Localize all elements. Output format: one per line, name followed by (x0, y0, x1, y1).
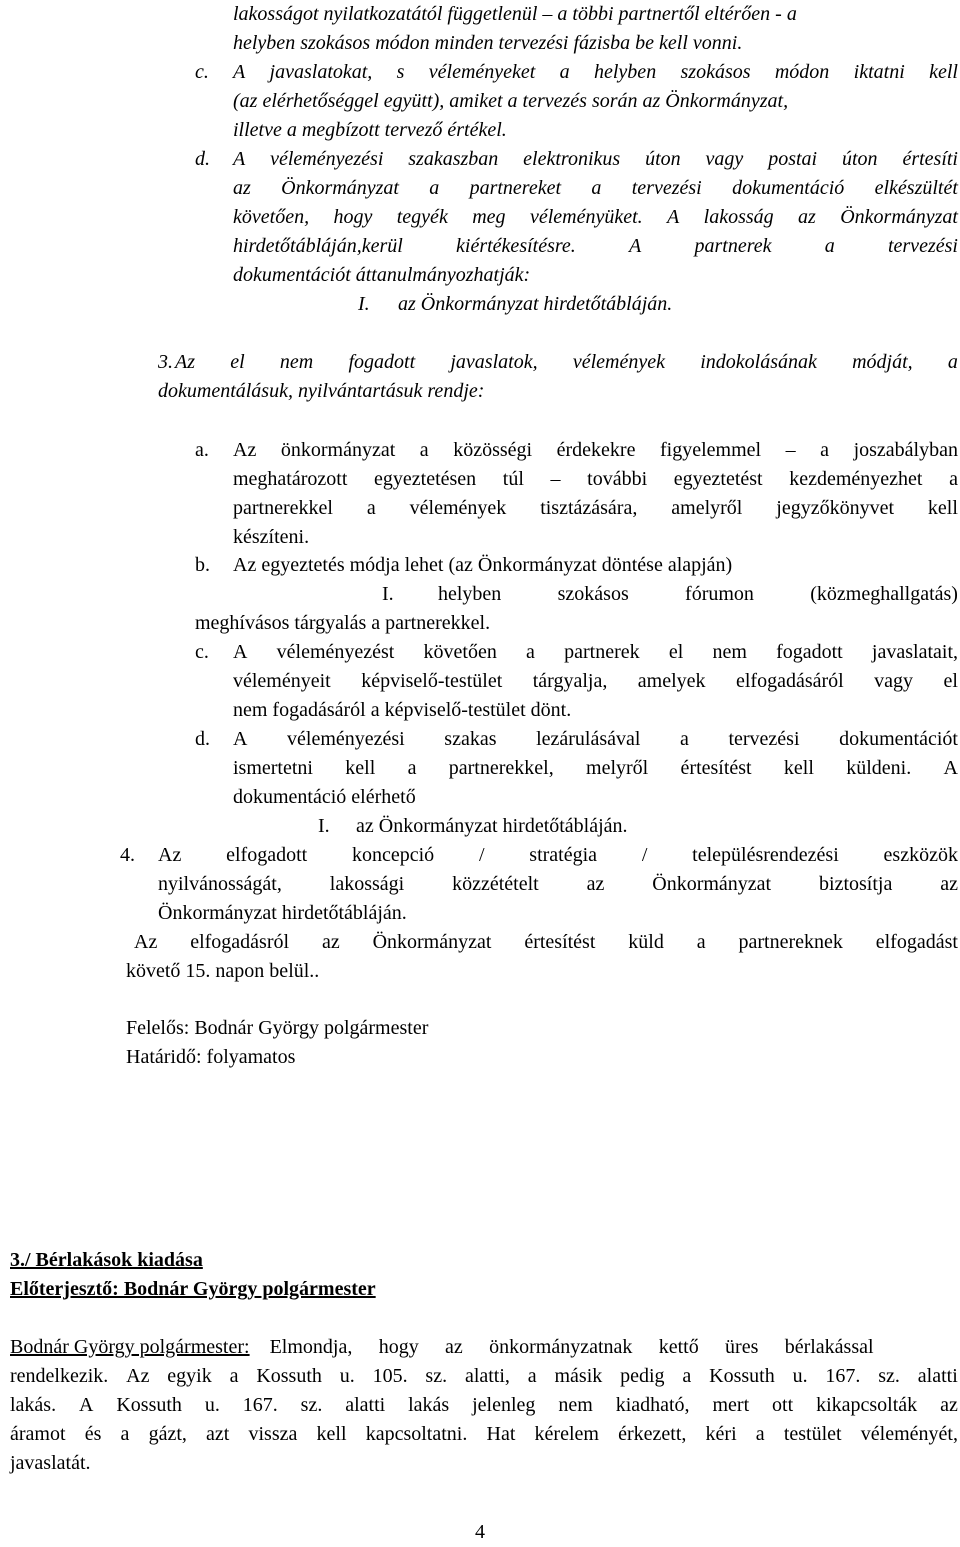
word: képviselő-testület (361, 670, 503, 692)
word: elfogadást (875, 931, 958, 953)
word: figyelemmel (660, 439, 762, 461)
word: véleményezést (276, 641, 395, 663)
word: biztosítja (819, 873, 893, 895)
word: egyeztetést (673, 468, 763, 490)
word: sz. (425, 1365, 448, 1387)
line-text (233, 145, 958, 174)
word: Önkormányzat (372, 931, 492, 953)
word: postai (768, 148, 818, 170)
word: nem (558, 1394, 593, 1416)
line-text: Felelős: Bodnár György polgármester (126, 1017, 429, 1039)
word: lakás (408, 1394, 450, 1416)
text-line (195, 725, 958, 754)
word: az (798, 206, 816, 228)
word: ismertetni (233, 757, 313, 779)
text-line (10, 1449, 958, 1478)
word: kell (345, 757, 376, 779)
word: tisztázására, (540, 497, 638, 519)
list-marker: c. (195, 641, 209, 663)
word: javaslatok, (450, 351, 538, 373)
word: küld (628, 931, 664, 953)
word: szakas (444, 728, 497, 750)
word: önkormányzat (280, 439, 396, 461)
word: településrendezési (692, 844, 839, 866)
line-text: Önkormányzat hirdetőtábláján. (158, 902, 407, 924)
word: közösségi (453, 439, 533, 461)
word: kell (927, 497, 958, 519)
word: lakosság (703, 206, 774, 228)
word: rendelkezik. (10, 1365, 109, 1387)
word: mert (712, 1394, 750, 1416)
word: Az (233, 439, 257, 461)
word: tegyék (396, 206, 448, 228)
word: érkezett, (618, 1423, 687, 1445)
word: stratégia (529, 844, 598, 866)
word: u. (204, 1394, 220, 1416)
text-line (158, 348, 958, 377)
word: kapcsoltatni. (365, 1423, 468, 1445)
word: kell (783, 757, 814, 779)
word: áramot (10, 1423, 66, 1445)
list-marker: d. (195, 728, 210, 750)
line-text: meghívásos tárgyalás a partnerekkel. (195, 612, 491, 634)
word: koncepció (351, 844, 435, 866)
word: kettő (658, 1336, 699, 1358)
page-number: 4 (475, 1521, 485, 1543)
word: követően (423, 641, 497, 663)
word: lezárulásával (536, 728, 641, 750)
word: el (943, 670, 958, 692)
word: el (668, 641, 684, 663)
word: helyben (594, 61, 657, 83)
word: bérlakással (784, 1336, 874, 1358)
word: gázt, (148, 1423, 187, 1445)
line-text (270, 1333, 874, 1362)
line-text: lakosságot nyilatkozatától függetlenül – a többi partnertől eltérően - a (233, 3, 797, 25)
word: Önkormányzat (281, 177, 399, 199)
word: Az (158, 844, 182, 866)
word: Kossuth (256, 1365, 322, 1387)
word: (közmeghallgatás) (810, 583, 958, 605)
text-line (134, 928, 958, 957)
word: A (233, 641, 248, 663)
word: tárgyalja, (532, 670, 608, 692)
word: további (587, 468, 648, 490)
word: önkormányzatnak (489, 1336, 633, 1358)
word: melyről (586, 757, 649, 779)
word: tervezési (887, 235, 958, 257)
line-text (233, 638, 958, 667)
text-line (195, 609, 958, 638)
word: véleményüket. (529, 206, 643, 228)
word: pedig (620, 1365, 665, 1387)
word: alatti (345, 1394, 386, 1416)
word: 167. (242, 1394, 278, 1416)
word: A (79, 1394, 94, 1416)
word: kezdeményezhet (789, 468, 923, 490)
text-line (233, 494, 958, 523)
word: meghatározott (233, 468, 348, 490)
line-text: az Önkormányzat hirdetőtábláján. (356, 815, 628, 837)
word: / (478, 844, 485, 866)
word: – (550, 468, 561, 490)
text-line (10, 1246, 958, 1275)
word: kell (316, 1423, 347, 1445)
word: – (785, 439, 796, 461)
word: lakossági (329, 873, 405, 895)
list-marker: d. (195, 148, 210, 170)
word: Hat (486, 1423, 516, 1445)
text-line (195, 436, 958, 465)
word: úton (645, 148, 681, 170)
word: kikapcsolták (816, 1394, 918, 1416)
word: a (680, 728, 689, 750)
word: iktatni (853, 61, 905, 83)
word: eszközök (883, 844, 958, 866)
line-text: Határidő: folyamatos (126, 1046, 296, 1068)
word: sz. (300, 1394, 323, 1416)
word: Kossuth (709, 1365, 775, 1387)
word: módját, (852, 351, 913, 373)
word: értesítést (680, 757, 752, 779)
word: fogadott (776, 641, 843, 663)
word: Kossuth (116, 1394, 182, 1416)
word: alatti, (464, 1365, 510, 1387)
text-line (233, 174, 958, 203)
text-line (233, 783, 958, 812)
word: a (949, 468, 958, 490)
word: sz. (878, 1365, 900, 1387)
word: hirdetőtábláján,kerül (233, 235, 403, 257)
word: A (667, 206, 680, 228)
word: a (526, 641, 535, 663)
word: jelenleg (472, 1394, 536, 1416)
word: Önkormányzat (840, 206, 958, 228)
word: partnereknek (738, 931, 843, 953)
word: követően, (233, 206, 310, 228)
word: a (820, 439, 830, 461)
text-line (382, 580, 958, 609)
word: elektronikus (523, 148, 621, 170)
word: a (429, 177, 440, 199)
word: értesítést (524, 931, 596, 953)
text-line (120, 841, 958, 870)
word: partnerek (564, 641, 640, 663)
text-line (233, 754, 958, 783)
word: vagy (874, 670, 914, 692)
word: hogy (333, 206, 373, 228)
word: elfogadásról (190, 931, 290, 953)
text-line (126, 1043, 958, 1072)
word: jegyzőkönyvet (776, 497, 895, 519)
line-text: az Önkormányzat hirdetőtábláján. (398, 293, 673, 315)
speaker-name: Bodnár György polgármester: (10, 1336, 250, 1358)
word: azt (206, 1423, 230, 1445)
text-line (10, 1333, 958, 1362)
word: fogadott (348, 351, 416, 373)
word: u. (339, 1365, 355, 1387)
word: a (559, 61, 570, 83)
word: Az (175, 351, 195, 373)
word: amelyről (671, 497, 743, 519)
word: A (629, 235, 642, 257)
word: lakás. (10, 1394, 57, 1416)
word: kérelem (534, 1423, 599, 1445)
word: vagy (705, 148, 744, 170)
line-text: követő 15. napon belül.. (126, 960, 320, 982)
line-text: dokumentálásuk, nyilvántartásuk rendje: (158, 380, 485, 402)
word: véleményezési (270, 148, 384, 170)
line-text: dokumentációt áttanulmányozhatják: (233, 264, 531, 286)
word: kéri (705, 1423, 737, 1445)
word: az (233, 177, 251, 199)
word: Elmondja, (269, 1336, 353, 1358)
word: ott (772, 1394, 794, 1416)
word: Önkormányzat (652, 873, 772, 895)
word: testület (783, 1423, 842, 1445)
word: a (591, 177, 602, 199)
list-marker: c. (195, 61, 209, 83)
line-text: dokumentáció elérhető (233, 786, 416, 808)
text-line (10, 1420, 958, 1449)
list-marker: I. (358, 293, 370, 315)
word: az (321, 931, 340, 953)
word: a (696, 931, 706, 953)
text-line (195, 638, 958, 667)
word: tervezési (631, 177, 702, 199)
text-line (318, 812, 958, 841)
word: nem (712, 641, 747, 663)
text-line (10, 1362, 958, 1391)
word: módon (774, 61, 830, 83)
word: küldeni. (846, 757, 912, 779)
word: szokásos (557, 583, 629, 605)
text-line (126, 957, 958, 986)
line-text: 3./ Bérlakások kiadása (10, 1249, 203, 1271)
word: A (233, 148, 246, 170)
word: vélemények (409, 497, 507, 519)
word: nyilvánosságát, (158, 873, 282, 895)
word: partnereket (469, 177, 562, 199)
line-text (233, 58, 958, 87)
text-line (233, 667, 958, 696)
word: véleményeit (233, 670, 331, 692)
word: a (824, 235, 835, 257)
word: az (940, 1394, 958, 1416)
word: üres (725, 1336, 759, 1358)
text-line (233, 696, 958, 725)
word: dokumentáció (732, 177, 845, 199)
list-marker: I. (318, 815, 330, 837)
word: az (445, 1336, 463, 1358)
line-text: nem fogadásáról a képviselő-testület dönt. (233, 699, 572, 721)
word: a (682, 1365, 692, 1387)
line-text (438, 580, 958, 609)
word: másik (554, 1365, 603, 1387)
word: helyben (438, 583, 502, 605)
word: A (233, 61, 246, 83)
word: vélemények (572, 351, 665, 373)
text-line (195, 145, 958, 174)
word: A (233, 728, 248, 750)
word: az (940, 873, 958, 895)
word: / (641, 844, 648, 866)
text-line (233, 29, 958, 58)
list-marker: a. (195, 439, 209, 461)
line-text: Az egyeztetés módja lehet (az Önkormányzat döntése alapján) (233, 554, 733, 576)
word: A (943, 757, 958, 779)
text-line (10, 1391, 958, 1420)
word: úton (841, 148, 878, 170)
word: javaslatokat, (269, 61, 373, 83)
word: a (527, 1365, 537, 1387)
text-line (195, 58, 958, 87)
word: indokolásának (700, 351, 817, 373)
text-line (233, 0, 958, 29)
text-line (358, 290, 958, 319)
word: fórumon (685, 583, 754, 605)
text-line (233, 523, 958, 552)
text-line (233, 261, 958, 290)
text-line (10, 1275, 958, 1304)
text-line (233, 232, 958, 261)
text-line (158, 377, 958, 406)
word: érdekekre (556, 439, 636, 461)
word: értesíti (902, 148, 958, 170)
word: dokumentációt (839, 728, 958, 750)
word: tervezési (728, 728, 800, 750)
word: véleményét, (860, 1423, 958, 1445)
word: amelyek (637, 670, 706, 692)
text-line (233, 87, 958, 116)
word: egyeztetésen (374, 468, 477, 490)
list-marker: 4. (120, 844, 135, 866)
word: a (755, 1423, 765, 1445)
text-line (233, 116, 958, 145)
word: kell (929, 61, 958, 83)
word: el (230, 351, 245, 373)
word: szakaszban (408, 148, 499, 170)
word: joszabályban (853, 439, 958, 461)
word: kiadható, (615, 1394, 690, 1416)
line-text (233, 725, 958, 754)
text-line (126, 1014, 958, 1043)
word: 105. (372, 1365, 408, 1387)
word: a (366, 497, 376, 519)
word: elfogadásáról (735, 670, 844, 692)
word: Az (134, 931, 158, 953)
word: a (407, 757, 417, 779)
word: az (586, 873, 605, 895)
word: a (419, 439, 429, 461)
word: alatti (917, 1365, 958, 1387)
word: Az (126, 1365, 150, 1387)
line-text (233, 436, 958, 465)
word: túl (502, 468, 524, 490)
word: véleményeket (428, 61, 536, 83)
line-text: készíteni. (233, 526, 310, 548)
word: partnerekkel (233, 497, 333, 519)
word: javaslatait, (871, 641, 958, 663)
line-text (158, 841, 958, 870)
word: nem (279, 351, 314, 373)
line-text: helyben szokásos módon minden tervezési fázisba be kell vonni. (233, 32, 743, 54)
word: a (120, 1423, 130, 1445)
list-marker: 3. (158, 351, 173, 373)
word: közzétételt (452, 873, 539, 895)
line-text: Előterjesztő: Bodnár György polgármester (10, 1278, 376, 1300)
line-text (175, 348, 958, 377)
word: szokásos (680, 61, 751, 83)
word: véleményezési (287, 728, 405, 750)
list-marker: b. (195, 554, 210, 576)
text-line (195, 551, 958, 580)
text-line (233, 465, 958, 494)
list-marker: I. (382, 583, 394, 605)
text-line (158, 899, 958, 928)
word: s (396, 61, 405, 83)
word: 167. (825, 1365, 861, 1387)
word: partnerek (694, 235, 772, 257)
word: hogy (378, 1336, 419, 1358)
word: u. (792, 1365, 808, 1387)
word: egyik (167, 1365, 212, 1387)
word: a (229, 1365, 239, 1387)
word: meg (472, 206, 506, 228)
text-line (233, 203, 958, 232)
line-text: illetve a megbízott tervező értékel. (233, 119, 507, 141)
word: vissza (248, 1423, 298, 1445)
word: kiértékesítésre. (456, 235, 576, 257)
line-text: javaslatát. (10, 1452, 91, 1474)
line-text: (az elérhetőséggel együtt), amiket a tervezés során az Önkormányzat, (233, 90, 789, 112)
word: partnerekkel, (448, 757, 554, 779)
word: és (84, 1423, 102, 1445)
word: elkészültét (874, 177, 958, 199)
word: elfogadott (226, 844, 308, 866)
text-line (158, 870, 958, 899)
word: a (947, 351, 958, 373)
